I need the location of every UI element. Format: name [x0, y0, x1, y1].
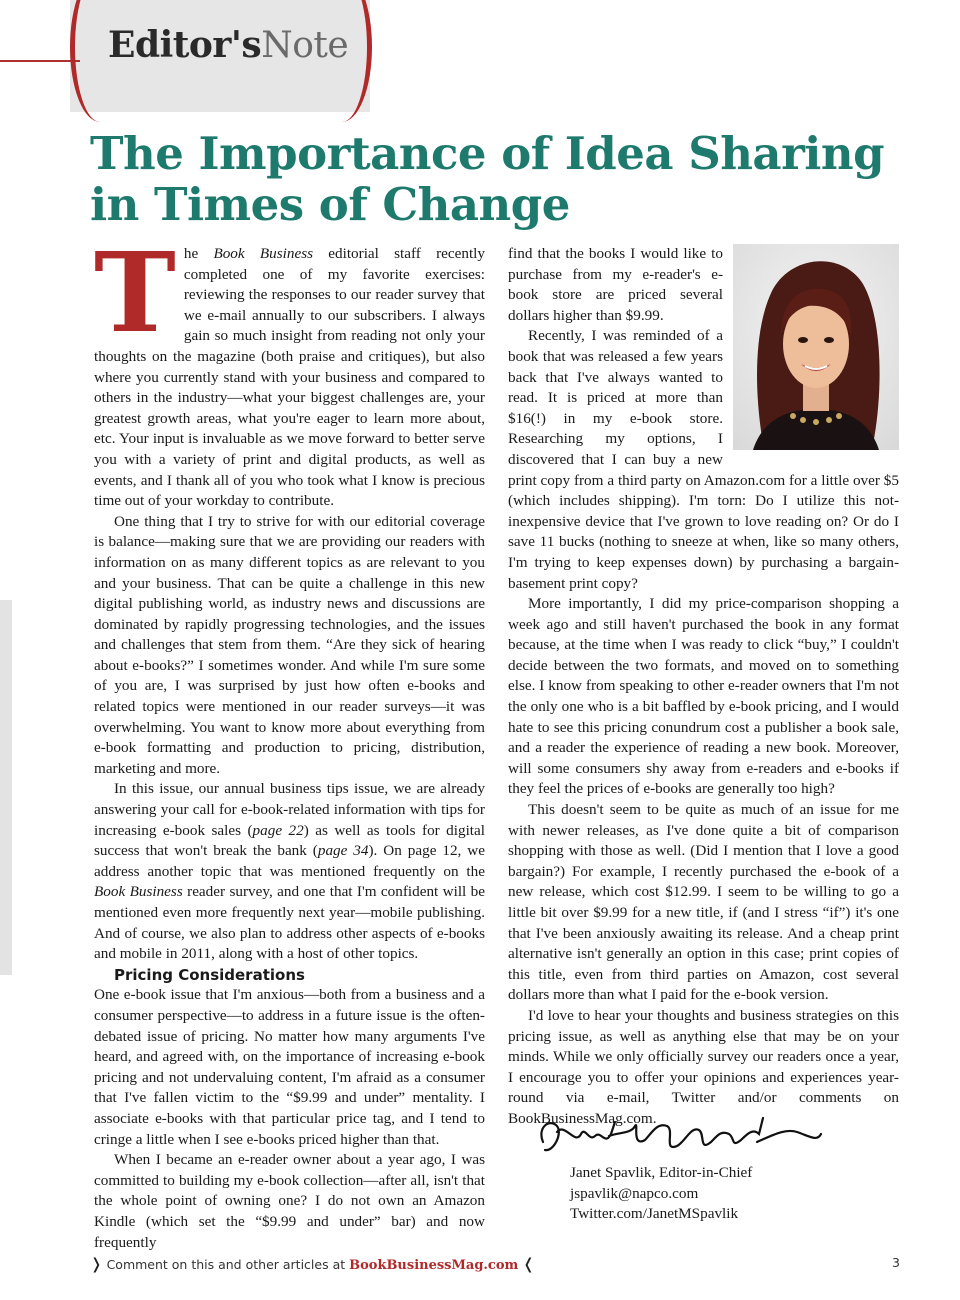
signature-block	[570, 1163, 752, 1225]
drop-cap: T	[94, 228, 176, 357]
chevron-left-icon: ❬	[522, 1255, 535, 1273]
page-reference: page 22	[252, 821, 304, 839]
author-name-title: Janet Spavlik, Editor-in-Chief	[570, 1164, 753, 1181]
paragraph-7: More importantly, I did my price-comparison shopping a week ago and still haven't purchased the book in any format because, at the time when I was ready to click “buy,” I couldn't decide between the two formats, and moved on to something else. I know from speaking to other e-reader owners that I'm not the only one who is a bit baffled by e-book pricing, and I would hate to see this pricing conundrum cost a publisher a book sale, and a reader the experience of reading a new book. Moreover, will some consumers shy away from e-readers and e-books if they feel the prices of e-books are generally too high?	[508, 595, 899, 798]
publication-name: Book Business	[94, 883, 183, 901]
paragraph-1: The Book Business editorial staff recently completed one of my favorite exercises: reviewing the responses to our reader survey that we e-mail annually to our subscribers. I always gain so much insight from reading not only your thoughts on the magazine (both praise and critiques), but also where you currently stand with your business and compared to others in the industry—what your biggest challenges are, your greatest growth areas, what you're eager to learn more about, etc. Your input is invaluable as we move forward to better serve you with a variety of print and digital products, as well as events, and I thank all of you who took what I know is precious time out of your workday to contribute.	[94, 228, 485, 510]
paragraph-5-continued: find that the books I would like to purchase from my e-reader's e-book store are priced several dollars higher than $9.99.	[508, 245, 723, 324]
footer-site-link[interactable]: BookBusinessMag.com	[349, 1258, 519, 1273]
author-photo	[733, 244, 899, 450]
paragraph-2: One thing that I try to strive for with our editorial coverage is balance—making sure that we are providing our readers with information on as many different topics as are relevant to you and your business. That can be quite a challenge in this new digital publishing world, as industry news and discussions are dominated by rapidly progressing technologies, and the issues and challenges that stem from them. “Are they sick of hearing about e-books?” I sometimes wonder. And while I'm sure some of you are, I was surprised by just how often e-books and related topics were mentioned in our reader surveys—it was overwhelming. You want to know more about everything from e-book formatting and production to pricing, distribution, marketing and more.	[94, 512, 485, 777]
portrait-image	[733, 244, 899, 450]
header-rule	[0, 60, 80, 62]
author-email[interactable]: jspavlik@napco.com	[570, 1184, 699, 1202]
handwritten-signature	[535, 1112, 825, 1160]
paragraph-5: When I became an e-reader owner about a year ago, I was committed to building my e-book collection—after all, isn't that the whole point of owning one? I do not own an Amazon Kindle (which set the “$9.99 and under” bar) and now frequently	[94, 1151, 485, 1251]
publication-name: Book Business	[213, 245, 314, 262]
chevron-right-icon: ❭	[90, 1255, 103, 1273]
page-reference: page 34	[317, 842, 369, 860]
article-column-right	[508, 244, 899, 1130]
section-label-light: Note	[261, 25, 349, 66]
paragraph-3: In this issue, our annual business tips issue, we are already answering your call for e-book-related information with tips for increasing e-book sales (page 22) as well as tools for digital success that won't break the bank (page 34). On page 12, we address another topic that was mentioned frequently on the Book Business reader survey, and one that I'm confident will be mentioned even more frequently next year—mobile publishing. And of course, we also plan to address other aspects of e-books and mobile in 2011, along with a host of other topics.	[94, 780, 485, 963]
page-number: 3	[892, 1255, 900, 1270]
author-twitter[interactable]: Twitter.com/JanetMSpavlik	[570, 1205, 739, 1223]
subheading: Pricing Considerations	[114, 965, 305, 984]
page-footer	[90, 1255, 900, 1273]
paragraph-4: One e-book issue that I'm anxious—both from a business and a consumer perspective—to address in a future issue is the often-debated issue of pricing. No matter how many arguments I've heard, and agreed with, on the importance of increasing e-book pricing and not undervaluing content, I'm afraid as a consumer that I've fallen victim to the “$9.99 and under” mentality. I associate e-books with that particular price tag, and I tend to cringe a little when I see e-books priced higher than that.	[94, 986, 485, 1148]
footer-text: Comment on this and other articles at	[106, 1257, 350, 1272]
section-label-bold: Editor's	[108, 24, 262, 66]
article-headline: The Importance of Idea Sharing in Times of Change	[90, 127, 885, 231]
article-column-left	[94, 228, 485, 1253]
paragraph-9: I'd love to hear your thoughts and business strategies on this pricing issue, as well as anything else that may be on your minds. While we only officially survey our readers once a year, I encourage you to offer your opinions and experiences year-round via e-mail, Twitter and/or comments on BookBusinessMag.com.	[508, 1006, 899, 1127]
paragraph-8: This doesn't seem to be quite as much of an issue for me with newer releases, as I've done quite a bit of comparison shopping with those as well. (Did I mention that I love a good bargain?) For example, I recently purchased the e-book of a new release, which cost $12.99. I seem to be willing to go a little bit over $9.99 for a new title, if (and I stress “if”) it's one that I've been anxiously awaiting its release. And a cheap print alternative isn't generally an option in this case; print copies of this title, even from third parties on Amazon, cost several dollars more than what I paid for the e-book version.	[508, 801, 899, 1004]
side-tab	[0, 600, 12, 975]
paragraph-6: Recently, I was reminded of a book that was released a few years back that I've always wanted to read. It is priced at more than $16(!) in my e-book store. Researching my options, I discovered that I can buy a new print copy from a third party on Amazon.com for a little over $5 (which includes shipping). I'm torn: Do I utilize this not-inexpensive device that I've grown to love reading on? Or do I save 11 bucks (nothing to sneeze at when, like so many others, I'm trying to keep expenses down) by purchasing a bargain-basement print copy?	[508, 327, 899, 592]
section-label	[108, 24, 348, 66]
